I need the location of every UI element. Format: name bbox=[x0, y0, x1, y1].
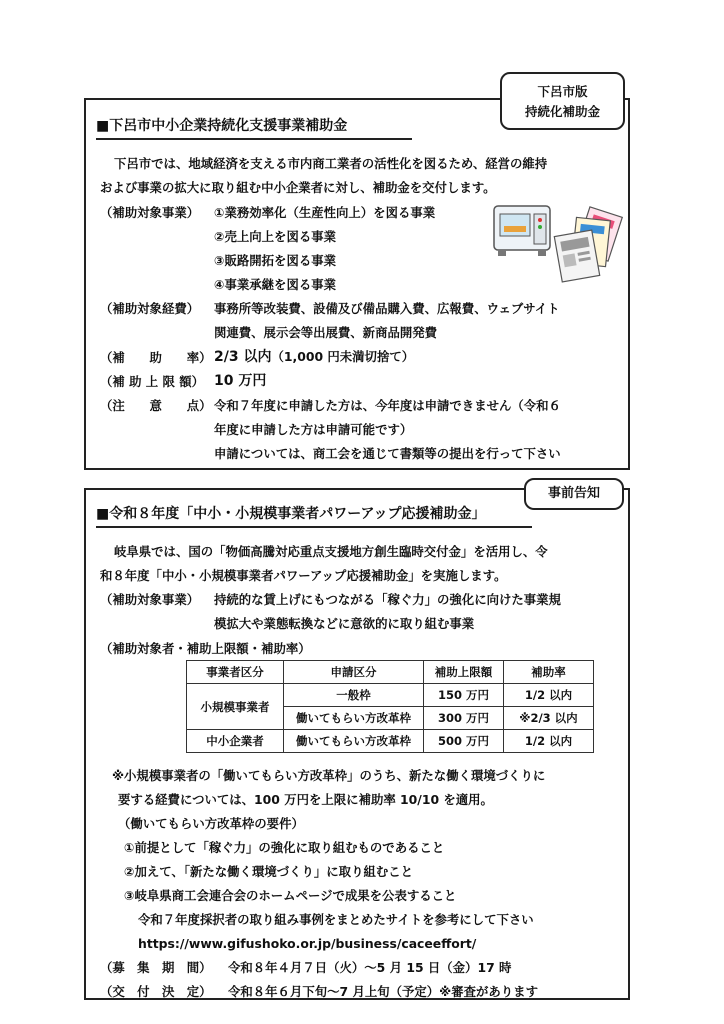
cell-limit: 150 万円 bbox=[424, 684, 504, 707]
note-line-2: 要する経費については、100 万円を上限に補助率 10/10 を適用。 bbox=[118, 792, 493, 807]
target-business-item-2: ②売上向上を図る事業 bbox=[214, 229, 337, 244]
cell-application-type: 働いてもらい方改革枠 bbox=[284, 707, 424, 730]
section1-title: ■下呂市中小企業持続化支援事業補助金 bbox=[96, 115, 412, 140]
subsidy-table bbox=[186, 660, 594, 753]
cell-rate: 1/2 以内 bbox=[504, 684, 594, 707]
packaging-machine-illustration bbox=[490, 196, 556, 262]
decision-value: 令和８年６月下旬～7 月上旬（予定）※審査があります bbox=[228, 984, 538, 999]
table-caption: （補助対象者・補助上限額・補助率） bbox=[100, 641, 311, 656]
expense-line-1: 事務所等改装費、設備及び備品購入費、広報費、ウェブサイト bbox=[214, 301, 560, 316]
target-business-item-4: ④事業承継を図る事業 bbox=[214, 277, 337, 292]
note-line-1: ※小規模事業者の「働いてもらい方改革枠」のうち、新たな働く環境づくりに bbox=[112, 768, 546, 783]
gero-version-tag bbox=[500, 72, 625, 130]
rate-row bbox=[214, 349, 414, 365]
flyers-illustration bbox=[552, 205, 632, 285]
intro2-line-2: 和８年度「中小・小規模事業者パワーアップ応援補助金」を実施します。 bbox=[100, 568, 507, 583]
period-value: 令和８年４月７日（火）～5 月 15 日（金）17 時 bbox=[228, 960, 512, 975]
cell-rate: ※2/3 以内 bbox=[504, 707, 594, 730]
expense-line-2: 関連費、展示会等出展費、新商品開発費 bbox=[214, 325, 438, 340]
header-business-type: 事業者区分 bbox=[187, 661, 284, 684]
section2-title: ■令和８年度「中小・小規模事業者パワーアップ応援補助金」 bbox=[96, 503, 532, 528]
rate-note: （1,000 円未満切捨て） bbox=[271, 349, 415, 364]
table-header-row bbox=[187, 661, 594, 684]
target-business2-line-1: 持続的な賃上げにもつながる「稼ぐ力」の強化に向けた事業規 bbox=[214, 592, 561, 607]
target-business-item-1: ①業務効率化（生産性向上）を図る事業 bbox=[214, 205, 436, 220]
reference-url[interactable]: https://www.gifushoko.or.jp/business/caceeffort/ bbox=[138, 936, 477, 951]
header-limit: 補助上限額 bbox=[424, 661, 504, 684]
notice-line-3: 申請については、商工会を通じて書類等の提出を行って下さい bbox=[214, 446, 561, 461]
intro2-line-1: 岐阜県では、国の「物価高騰対応重点支援地方創生臨時交付金」を活用し、令 bbox=[114, 544, 548, 559]
requirement-item-2: ②加えて、「新たな働く環境づくり」に取り組むこと bbox=[124, 864, 414, 879]
limit-value: 10 万円 bbox=[214, 373, 267, 389]
table-row bbox=[187, 684, 594, 707]
cell-application-type: 一般枠 bbox=[284, 684, 424, 707]
reference-line: 令和７年度採択者の取り組み事例をまとめたサイトを参考にして下さい bbox=[138, 912, 534, 927]
notice-label: （注 意 点） bbox=[100, 398, 212, 413]
decision-label: （交 付 決 定） bbox=[100, 984, 212, 999]
requirement-item-3: ③岐阜県商工会連合会のホームページで成果を公表すること bbox=[124, 888, 457, 903]
intro-line-2: および事業の拡大に取り組む中小企業者に対し、補助金を交付します。 bbox=[100, 180, 496, 195]
rate-label: （補 助 率） bbox=[100, 350, 212, 365]
notice-line-1: 令和７年度に申請した方は、今年度は申請できません（令和６ bbox=[214, 398, 561, 413]
cell-small-business: 小規模事業者 bbox=[187, 684, 284, 730]
intro-line-1: 下呂市では、地域経済を支える市内商工業者の活性化を図るため、経営の維持 bbox=[114, 156, 548, 171]
target-business-label: （補助対象事業） bbox=[100, 205, 200, 220]
requirements-title: （働いてもらい方改革枠の要件） bbox=[118, 816, 304, 831]
header-application-type: 申請区分 bbox=[284, 661, 424, 684]
cell-sme: 中小企業者 bbox=[187, 730, 284, 753]
cell-rate: 1/2 以内 bbox=[504, 730, 594, 753]
rate-value: 2/3 以内 bbox=[214, 349, 272, 365]
period-label: （募 集 期 間） bbox=[100, 960, 212, 975]
requirement-item-1: ①前提として「稼ぐ力」の強化に取り組むものであること bbox=[124, 840, 445, 855]
target-business2-label: （補助対象事業） bbox=[100, 592, 200, 607]
tag-line-1: 下呂市版 bbox=[537, 84, 588, 99]
cell-limit: 300 万円 bbox=[424, 707, 504, 730]
target-business2-line-2: 模拡大や業態転換などに意欲的に取り組む事業 bbox=[214, 616, 475, 631]
section-box-gero bbox=[84, 98, 630, 470]
notice-line-2: 年度に申請した方は申請可能です） bbox=[214, 422, 413, 437]
cell-application-type: 働いてもらい方改革枠 bbox=[284, 730, 424, 753]
target-business-item-3: ③販路開拓を図る事業 bbox=[214, 253, 337, 268]
tag-line-2: 持続化補助金 bbox=[524, 104, 600, 119]
table-row bbox=[187, 730, 594, 753]
expense-label: （補助対象経費） bbox=[100, 301, 200, 316]
header-rate: 補助率 bbox=[504, 661, 594, 684]
limit-label: （補 助 上 限 額） bbox=[100, 374, 204, 389]
cell-limit: 500 万円 bbox=[424, 730, 504, 753]
advance-notice-tag: 事前告知 bbox=[524, 478, 624, 510]
